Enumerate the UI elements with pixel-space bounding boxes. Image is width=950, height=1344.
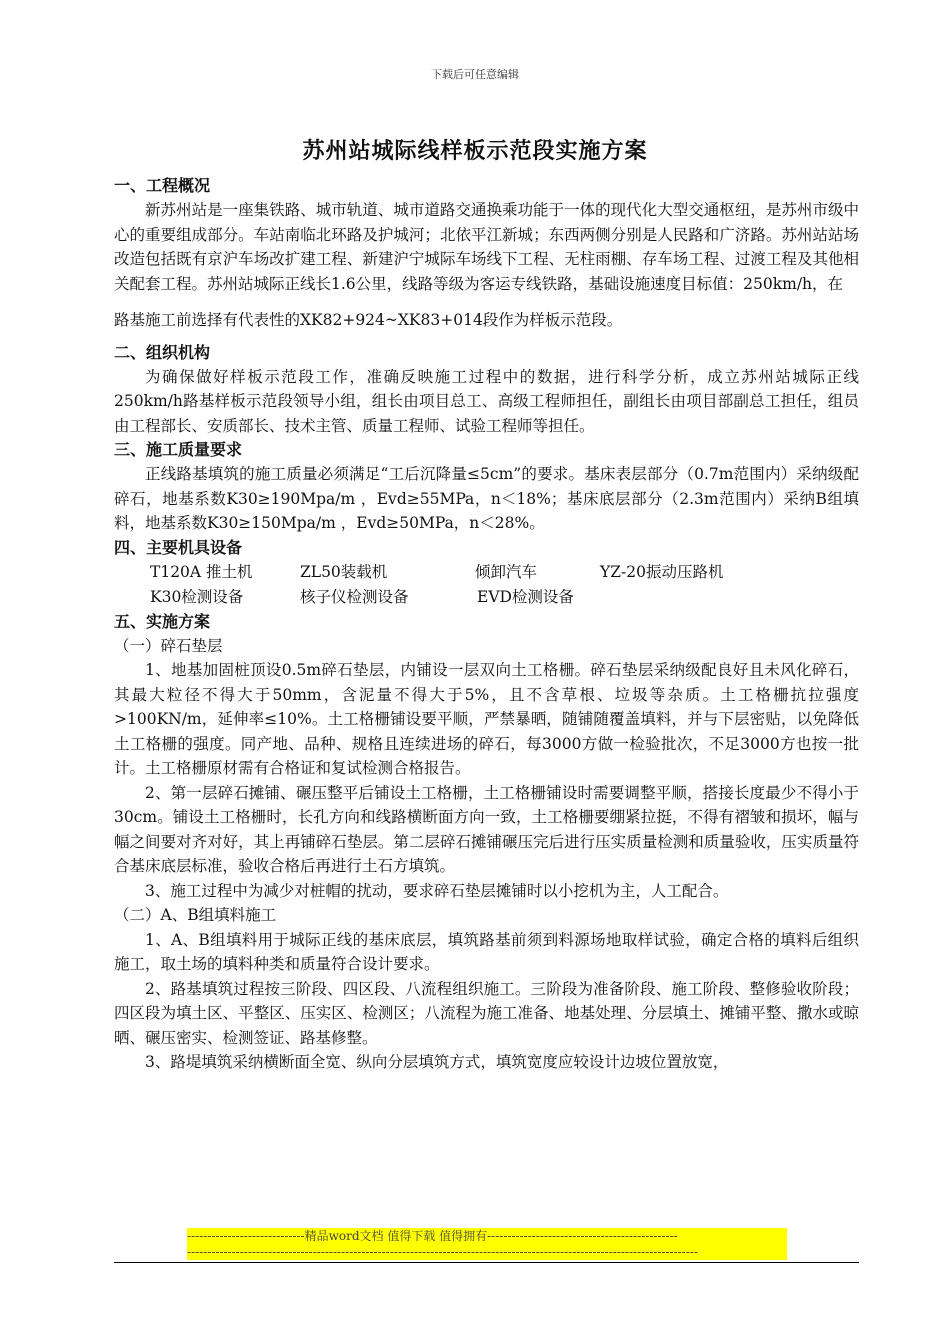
- equipment-row: [114, 585, 859, 610]
- footer-line: -----------------------------精品word文档 值得下载 值得拥有-----------------------------------------------: [187, 1228, 787, 1244]
- paragraph: 路基施工前选择有代表性的XK82+924~XK83+014段作为样板示范段。: [114, 311, 623, 329]
- subsection-heading: （二）A、B组填料施工: [114, 906, 277, 924]
- equipment-item: EVD检测设备: [477, 587, 574, 606]
- paragraph: 3、路堤填筑采纳横断面全宽、纵向分层填筑方式，填筑宽度应较设计边坡位置放宽，: [145, 1053, 729, 1071]
- paragraph: 1、地基加固桩顶设0.5m碎石垫层，内铺设一层双向土工格栅。碎石垫层采纳级配良好且未风化碎石，其最大粒径不得大于50mm，含泥量不得大于5%，且不含草根、垃圾等杂质。土工格栅抗拉强度>100KN/m，延伸率≤10%。土工格栅铺设要平顺，严禁暴晒，随铺随覆盖填料，并与下层密贴，以免降低土工格栅的强度。同产地、品种、规格且连续进场的碎石，每3000方做一检验批次，不足3000方也按一批计。土工格栅原材需有合格证和复试检测合格报告。: [114, 661, 859, 777]
- section-heading-overview: 一、工程概况: [114, 176, 211, 195]
- paragraph: 3、施工过程中为减少对桩帽的扰动，要求碎石垫层摊铺时以小挖机为主，人工配合。: [145, 881, 729, 900]
- paragraph: 2、第一层碎石摊铺、碾压整平后铺设土工格栅，土工格栅铺设时需要调整平顺，搭接长度最少不得小于30cm。铺设土工格栅时，长孔方向和线路横断面方向一致，土工格栅要绷紧拉挺，不得有褶皱和损坏，幅与幅之间要对齐对好，其上再铺碎石垫层。第二层碎石摊铺碾压完后进行压实质量检测和质量验收，压实质量符合基床底层标准，验收合格后再进行土石方填筑。: [114, 783, 859, 875]
- paragraph: 1、A、B组填料用于城际正线的基床底层，填筑路基前须到料源场地取样试验，确定合格的填料后组织施工，取土场的填料种类和质量符合设计要求。: [114, 930, 859, 973]
- header-note: 下载后可任意编辑: [431, 68, 519, 81]
- footer-banner: [187, 1228, 787, 1260]
- equipment-item: ZL50装载机: [300, 562, 388, 581]
- section-heading-organization: 二、组织机构: [114, 342, 211, 362]
- document-body: [114, 174, 859, 1075]
- equipment-row: [114, 560, 859, 585]
- equipment-item: 核子仪检测设备: [300, 587, 409, 606]
- paragraph: 2、路基填筑过程按三阶段、四区段、八流程组织施工。三阶段为准备阶段、施工阶段、整修验收阶段；四区段为填土区、平整区、压实区、检测区；八流程为施工准备、地基处理、分层填土、摊铺平整、撒水或晾晒、碾压密实、检测签证、路基修整。: [114, 979, 859, 1047]
- equipment-item: 倾卸汽车: [475, 562, 538, 581]
- equipment-item: YZ-20振动压路机: [600, 562, 724, 581]
- paragraph: 新苏州站是一座集铁路、城市轨道、城市道路交通换乘功能于一体的现代化大型交通枢纽，是苏州市级中心的重要组成部分。车站南临北环路及护城河；北依平江新城；东西两侧分别是人民路和广济路。苏州站站场改造包括既有京沪车场改扩建工程、新建沪宁城际车场线下工程、无柱雨棚、存车场工程、过渡工程及其他相关配套工程。苏州站城际正线长1.6公里，线路等级为客运专线铁路，基础设施速度目标值：250km/h，在: [114, 201, 859, 293]
- paragraph: 正线路基填筑的施工质量必须满足“工后沉降量≤5cm”的要求。基床表层部分（0.7m范围内）采纳级配碎石，地基系数K30≥190Mpa/m ，Evd≥55MPa，n＜18%；基床底层部分（2.3m范围内）采纳B组填料，地基系数K30≥150Mpa/m ，Evd≥50MPa，n＜28%。: [114, 465, 859, 532]
- footer-line: ------------------------------------------------------------------------------------------------------------------------------: [187, 1244, 787, 1260]
- subsection-heading: （一）碎石垫层: [114, 636, 223, 655]
- equipment-item: T120A 推土机: [150, 562, 253, 581]
- footer-divider: [114, 1262, 859, 1263]
- paragraph: 为确保做好样板示范段工作，准确反映施工过程中的数据，进行科学分析，成立苏州站城际正线250km/h路基样板示范段领导小组，组长由项目总工、高级工程师担任，副组长由项目部副总工担任，组员由工程部长、安质部长、技术主管、质量工程师、试验工程师等担任。: [114, 367, 859, 435]
- equipment-item: K30检测设备: [150, 587, 244, 606]
- page-title: 苏州站城际线样板示范段实施方案: [302, 139, 648, 164]
- section-heading-plan: 五、实施方案: [114, 611, 211, 631]
- section-heading-quality: 三、施工质量要求: [114, 440, 243, 459]
- section-heading-equipment: 四、主要机具设备: [114, 537, 243, 557]
